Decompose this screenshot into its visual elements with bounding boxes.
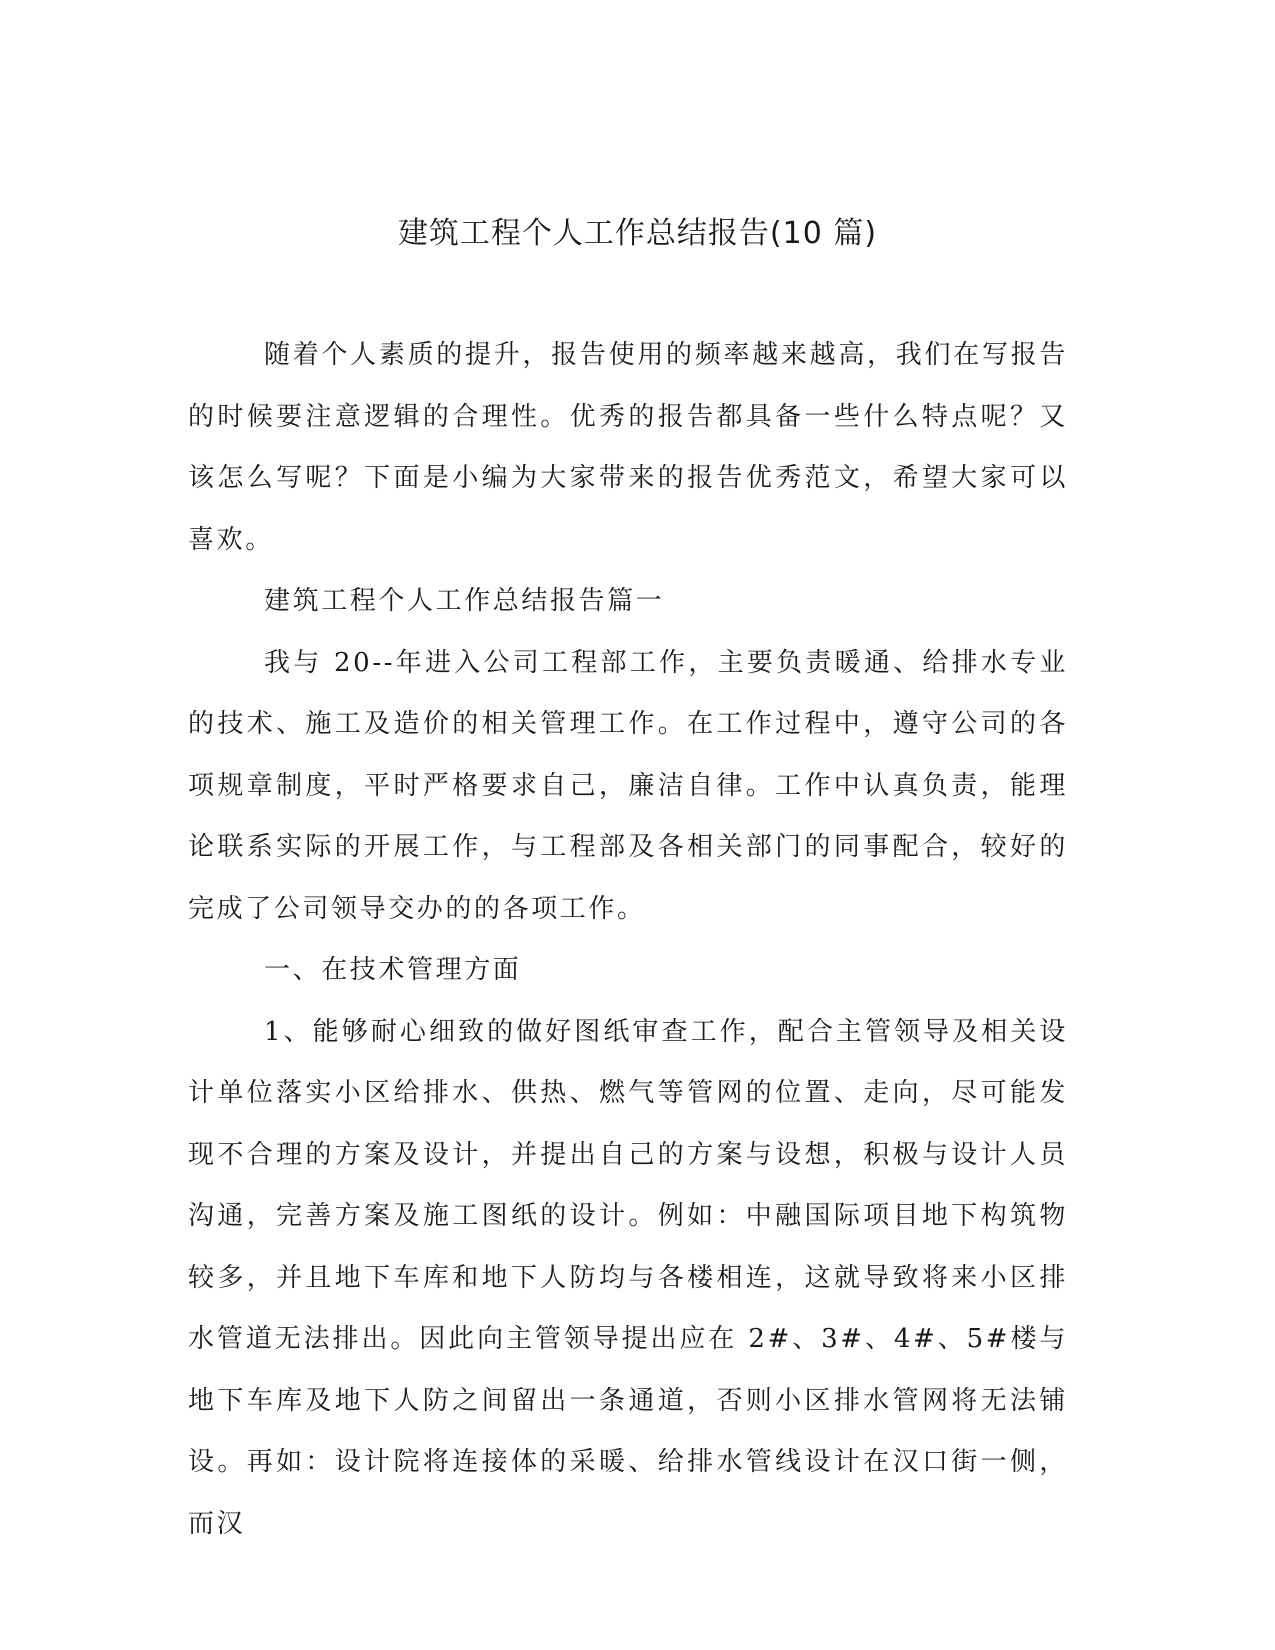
intro-paragraph: 随着个人素质的提升，报告使用的频率越来越高，我们在写报告的时候要注意逻辑的合理性。优秀的报告都具备一些什么特点呢？又该怎么写呢？下面是小编为大家带来的报告优秀范文，希望大家可以喜欢。: [188, 340, 1068, 555]
document-title: 建筑工程个人工作总结报告(10 篇): [397, 216, 878, 251]
body-paragraph: 1、能够耐心细致的做好图纸审查工作，配合主管领导及相关设计单位落实小区给排水、供热、燃气等管网的位置、走向，尽可能发现不合理的方案及设计，并提出自己的方案与设想，积极与设计人员沟通，完善方案及施工图纸的设计。例如：中融国际项目地下构筑物较多，并且地下车库和地下人防均与各楼相连，这就导致将来小区排水管道无法排出。因此向主管领导提出应在 2#、3#、4#、5#楼与地下车库及地下人防之间留出一条通道，否则小区排水管网将无法铺设。再如：设计院将连接体的采暖、给排水管线设计在汉口街一侧，而汉: [188, 1016, 1068, 1539]
document-body: [188, 325, 1068, 1555]
section-heading: 建筑工程个人工作总结报告篇一: [264, 586, 665, 616]
body-paragraph: 我与 20--年进入公司工程部工作，主要负责暖通、给排水专业的技术、施工及造价的相关管理工作。在工作过程中，遵守公司的各项规章制度，平时严格要求自己，廉洁自律。工作中认真负责，能理论联系实际的开展工作，与工程部及各相关部门的同事配合，较好的完成了公司领导交办的的各项工作。: [188, 647, 1068, 924]
subsection-heading: 一、在技术管理方面: [264, 955, 522, 985]
